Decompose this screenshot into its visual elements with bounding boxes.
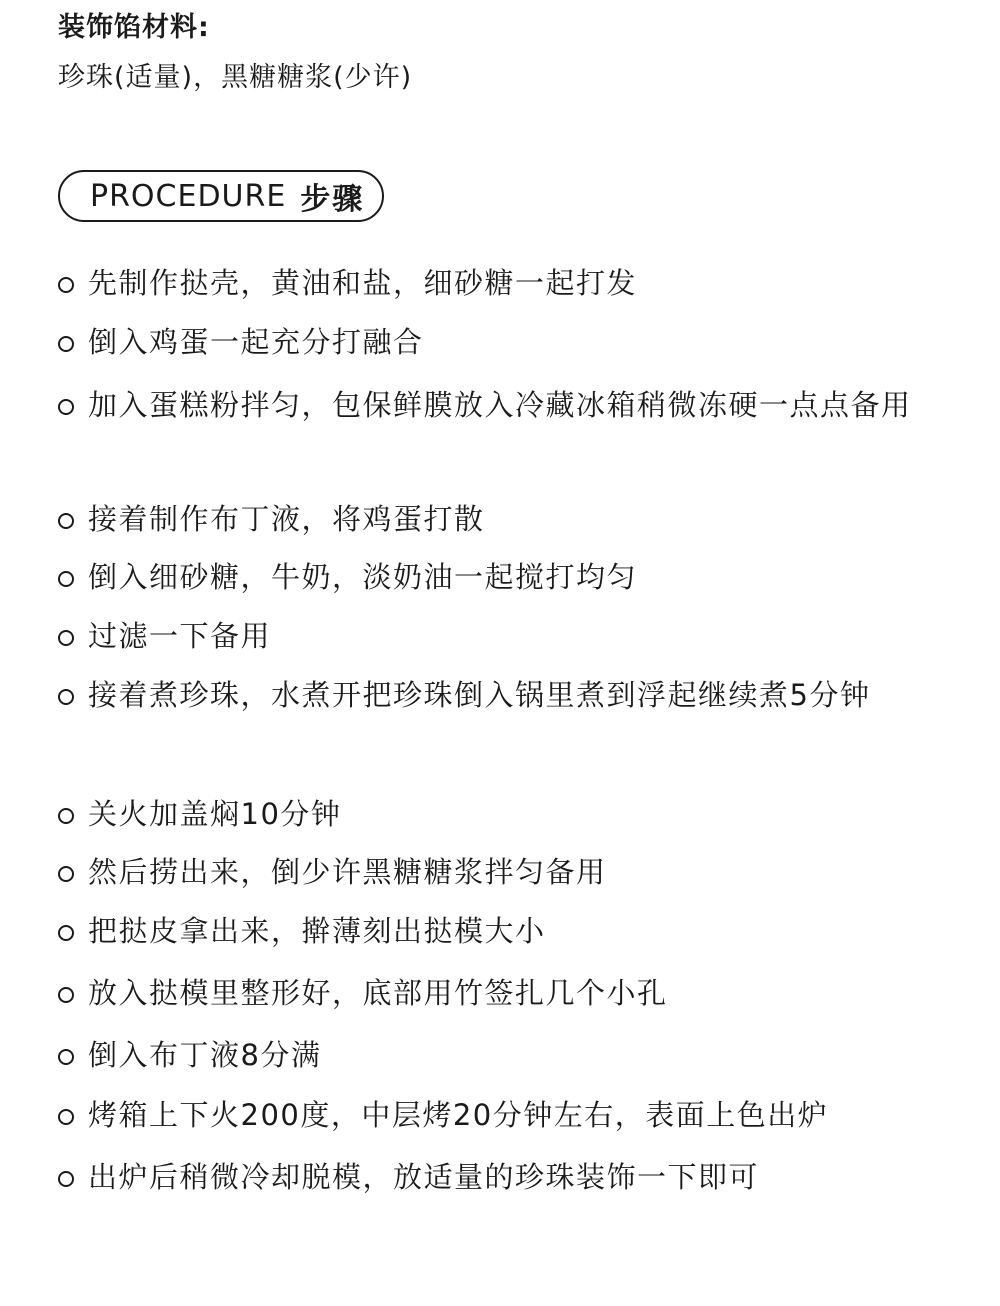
procedure-step (58, 556, 938, 601)
procedure-step (58, 1156, 938, 1201)
procedure-step-text: 先制作挞壳，黄油和盐，细砂糖一起打发 (88, 266, 638, 300)
procedure-step (58, 615, 938, 660)
circle-bullet-icon (58, 689, 74, 705)
circle-bullet-icon (58, 336, 74, 352)
circle-bullet-icon (58, 630, 74, 646)
decoration-filling-ingredients: 珍珠(适量)，黑糖糖浆(少许) (58, 62, 413, 93)
procedure-step-text: 过滤一下备用 (88, 619, 272, 653)
procedure-label-cn: 步骤 (300, 182, 365, 217)
procedure-step (58, 793, 938, 838)
circle-bullet-icon (58, 571, 74, 587)
procedure-step-text: 倒入细砂糖，牛奶，淡奶油一起搅打均匀 (88, 560, 638, 594)
procedure-step-text: 放入挞模里整形好，底部用竹签扎几个小孔 (88, 976, 668, 1010)
procedure-step (58, 972, 938, 1017)
procedure-step (58, 1094, 938, 1139)
circle-bullet-icon (58, 987, 74, 1003)
procedure-step (58, 498, 938, 543)
procedure-step (58, 910, 938, 955)
circle-bullet-icon (58, 1109, 74, 1125)
procedure-step (58, 674, 938, 719)
circle-bullet-icon (58, 277, 74, 293)
procedure-step (58, 851, 938, 896)
circle-bullet-icon (58, 399, 74, 415)
circle-bullet-icon (58, 925, 74, 941)
circle-bullet-icon (58, 1049, 74, 1065)
procedure-step-text: 把挞皮拿出来，擀薄刻出挞模大小 (88, 914, 546, 948)
procedure-step-text: 出炉后稍微冷却脱模，放适量的珍珠装饰一下即可 (88, 1160, 760, 1194)
procedure-step-text: 加入蛋糕粉拌匀，包保鲜膜放入冷藏冰箱稍微冻硬一点点备用 (88, 388, 912, 422)
procedure-step-text: 倒入鸡蛋一起充分打融合 (88, 325, 424, 359)
procedure-step (58, 1034, 938, 1079)
procedure-step-text: 接着煮珍珠，水煮开把珍珠倒入锅里煮到浮起继续煮5分钟 (88, 678, 871, 712)
procedure-step (58, 384, 938, 429)
procedure-step-text: 倒入布丁液8分满 (88, 1038, 322, 1072)
procedure-step (58, 262, 938, 307)
procedure-step-text: 烤箱上下火200度，中层烤20分钟左右，表面上色出炉 (88, 1098, 829, 1132)
circle-bullet-icon (58, 808, 74, 824)
procedure-step (58, 321, 938, 366)
procedure-step-text: 关火加盖焖10分钟 (88, 797, 342, 831)
procedure-step-text: 然后捞出来，倒少许黑糖糖浆拌匀备用 (88, 855, 607, 889)
decoration-filling-heading: 装饰馅材料: (58, 12, 210, 43)
procedure-step-text: 接着制作布丁液，将鸡蛋打散 (88, 502, 485, 536)
circle-bullet-icon (58, 1171, 74, 1187)
circle-bullet-icon (58, 513, 74, 529)
procedure-section-label (58, 170, 384, 222)
procedure-label-en: PROCEDURE (90, 178, 287, 214)
circle-bullet-icon (58, 866, 74, 882)
